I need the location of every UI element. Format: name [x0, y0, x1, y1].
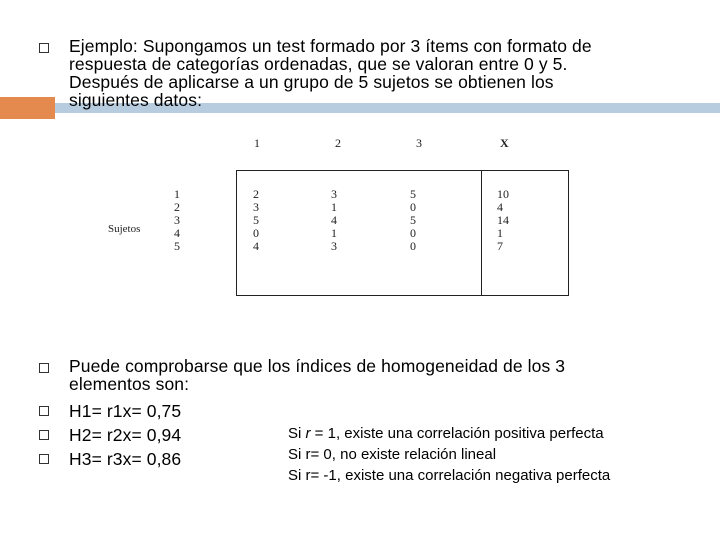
subject-number: 4: [174, 226, 180, 240]
subject-number: 5: [174, 239, 180, 253]
note-line-positive: [288, 423, 610, 444]
h1-value: H1= r1x= 0,75: [69, 401, 182, 421]
note-suffix: = 1, existe una correlación positiva perfecta: [310, 425, 604, 442]
item-1-column: [253, 188, 259, 253]
correlation-note: [288, 423, 610, 486]
intro-paragraph: Ejemplo: Supongamos un test formado por 3 ítems con formato de respuesta de categorías ordenadas, que se valoran entre 0 y 5. Después de aplicarse a un grupo de 5 sujetos se obtienen los siguientes datos:: [69, 36, 592, 110]
bullet-square-icon: [39, 43, 49, 53]
table-cell: 3: [331, 239, 337, 253]
note-variable-r: r: [305, 425, 311, 442]
item-3-column: [410, 188, 416, 253]
table-border: [236, 170, 569, 296]
subject-number-column: [174, 188, 180, 253]
table-cell: 5: [410, 187, 416, 201]
bullet-square-icon: [39, 363, 49, 373]
total-x-column: [497, 188, 509, 253]
table-header-2: 2: [335, 136, 341, 150]
table-cell: 3: [331, 187, 337, 201]
bullet-square-icon: [39, 430, 49, 440]
bullet-square-icon: [39, 454, 49, 464]
note-line-negative: Si r= -1, existe una correlación negativa perfecta: [288, 467, 611, 484]
note-prefix: Si: [288, 425, 306, 442]
table-cell: 0: [410, 239, 416, 253]
table-column-divider: [481, 170, 482, 296]
subject-number: 2: [174, 200, 180, 214]
table-header-1: 1: [254, 136, 260, 150]
table-header-3: 3: [416, 136, 422, 150]
subjects-label: Sujetos: [108, 223, 141, 235]
homogeneity-intro: Puede comprobarse que los índices de homogeneidad de los 3 elementos son:: [69, 356, 566, 394]
bullet-square-icon: [39, 406, 49, 416]
table-cell: 4: [331, 213, 337, 227]
table-cell: 14: [497, 213, 509, 227]
table-cell: 5: [410, 213, 416, 227]
table-cell: 0: [410, 226, 416, 240]
table-cell: 0: [410, 200, 416, 214]
table-cell: 7: [497, 239, 503, 253]
table-cell: 4: [497, 200, 503, 214]
table-cell: 1: [331, 200, 337, 214]
table-header-x: X: [500, 136, 509, 150]
table-cell: 5: [253, 213, 259, 227]
table-cell: 4: [253, 239, 259, 253]
table-cell: 2: [253, 187, 259, 201]
table-cell: 3: [253, 200, 259, 214]
item-2-column: [331, 188, 337, 253]
orange-accent-block: [0, 97, 55, 119]
table-cell: 1: [331, 226, 337, 240]
subject-number: 3: [174, 213, 180, 227]
table-cell: 1: [497, 226, 503, 240]
subject-number: 1: [174, 187, 180, 201]
note-line-zero: Si r= 0, no existe relación lineal: [288, 446, 497, 463]
h2-value: H2= r2x= 0,94: [69, 425, 182, 445]
h3-value: H3= r3x= 0,86: [69, 449, 182, 469]
table-cell: 10: [497, 187, 509, 201]
table-cell: 0: [253, 226, 259, 240]
